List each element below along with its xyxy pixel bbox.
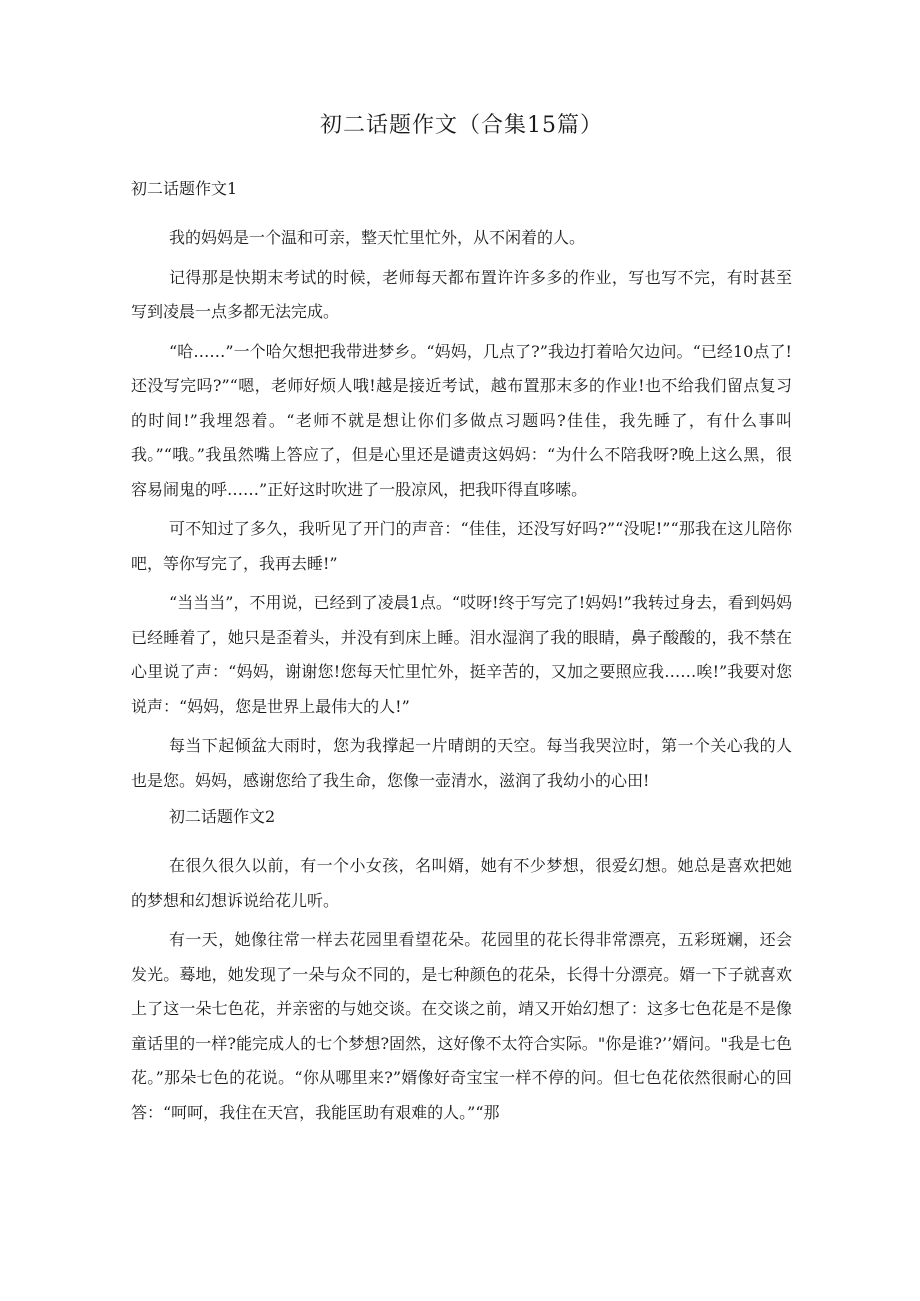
paragraph: “哈……”一个哈欠想把我带进梦乡。“妈妈，几点了?”我边打着哈欠边问。“已经10点了!还没写完吗?”“嗯，老师好烦人哦!越是接近考试，越布置那末多的作业!也不给我们留点复习的时间!”我埋怨着。“老师不就是想让你们多做点习题吗?佳佳，我先睡了，有什么事叫我。”“哦。”我虽然嘴上答应了，但是心里还是谴责这妈妈：“为什么不陪我呀?晚上这么黑，很容易闹鬼的呼……”正好这时吹进了一股凉风，把我吓得直哆嗦。 [131,341,792,499]
paragraph: 每当下起倾盆大雨时，您为我撑起一片晴朗的天空。每当我哭泣时，第一个关心我的人也是您。妈妈，感谢您给了我生命，您像一壶清水，滋润了我幼小的心田! [131,736,792,790]
paragraph: “当当当”，不用说，已经到了凌晨1点。“哎呀!终于写完了!妈妈!”我转过身去，看到妈妈已经睡着了，她只是歪着头，并没有到床上睡。泪水湿润了我的眼睛，鼻子酸酸的，我不禁在心里说了声：“妈妈，谢谢您!您每天忙里忙外，挺辛苦的，又加之要照应我……唉!”我要对您说声：“妈妈，您是世界上最伟大的人!” [131,593,792,716]
essay-section-2 [131,803,792,1130]
section-heading: 初二话题作文1 [131,179,238,198]
paragraph: 有一天，她像往常一样去花园里看望花朵。花园里的花长得非常漂亮，五彩斑斓，还会发光。蓦地，她发现了一朵与众不同的，是七种颜色的花朵，长得十分漂亮。婿一下子就喜欢上了这一朵七色花，并亲密的与她交谈。在交谈之前，靖又开始幻想了：这多七色花是不是像童话里的一样?能完成人的七个梦想?固然，这好像不太符合实际。"你是谁?’’婿问。"我是七色花。”那朵七色的花说。“你从哪里来?”婿像好奇宝宝一样不停的问。但七色花依然很耐心的回答：“呵呵，我住在天宫，我能匡助有艰难的人。”“那 [131,930,792,1122]
paragraph: 在很久很久以前，有一个小女孩，名叫婿，她有不少梦想，很爱幻想。她总是喜欢把她的梦想和幻想诉说给花儿听。 [131,856,792,910]
document-title: 初二话题作文（合集15篇） [320,113,603,138]
paragraph: 记得那是快期末考试的时候，老师每天都布置许许多多的作业，写也写不完，有时甚至写到凌晨一点多都无法完成。 [131,267,792,321]
section-heading: 初二话题作文2 [169,807,276,826]
paragraph: 可不知过了多久，我听见了开门的声音：“佳佳，还没写好吗?”“没呢!”“那我在这儿陪你吧，等你写完了，我再去睡!” [131,519,792,573]
paragraph: 我的妈妈是一个温和可亲，整天忙里忙外，从不闲着的人。 [169,228,586,247]
essay-section-1 [131,175,792,798]
